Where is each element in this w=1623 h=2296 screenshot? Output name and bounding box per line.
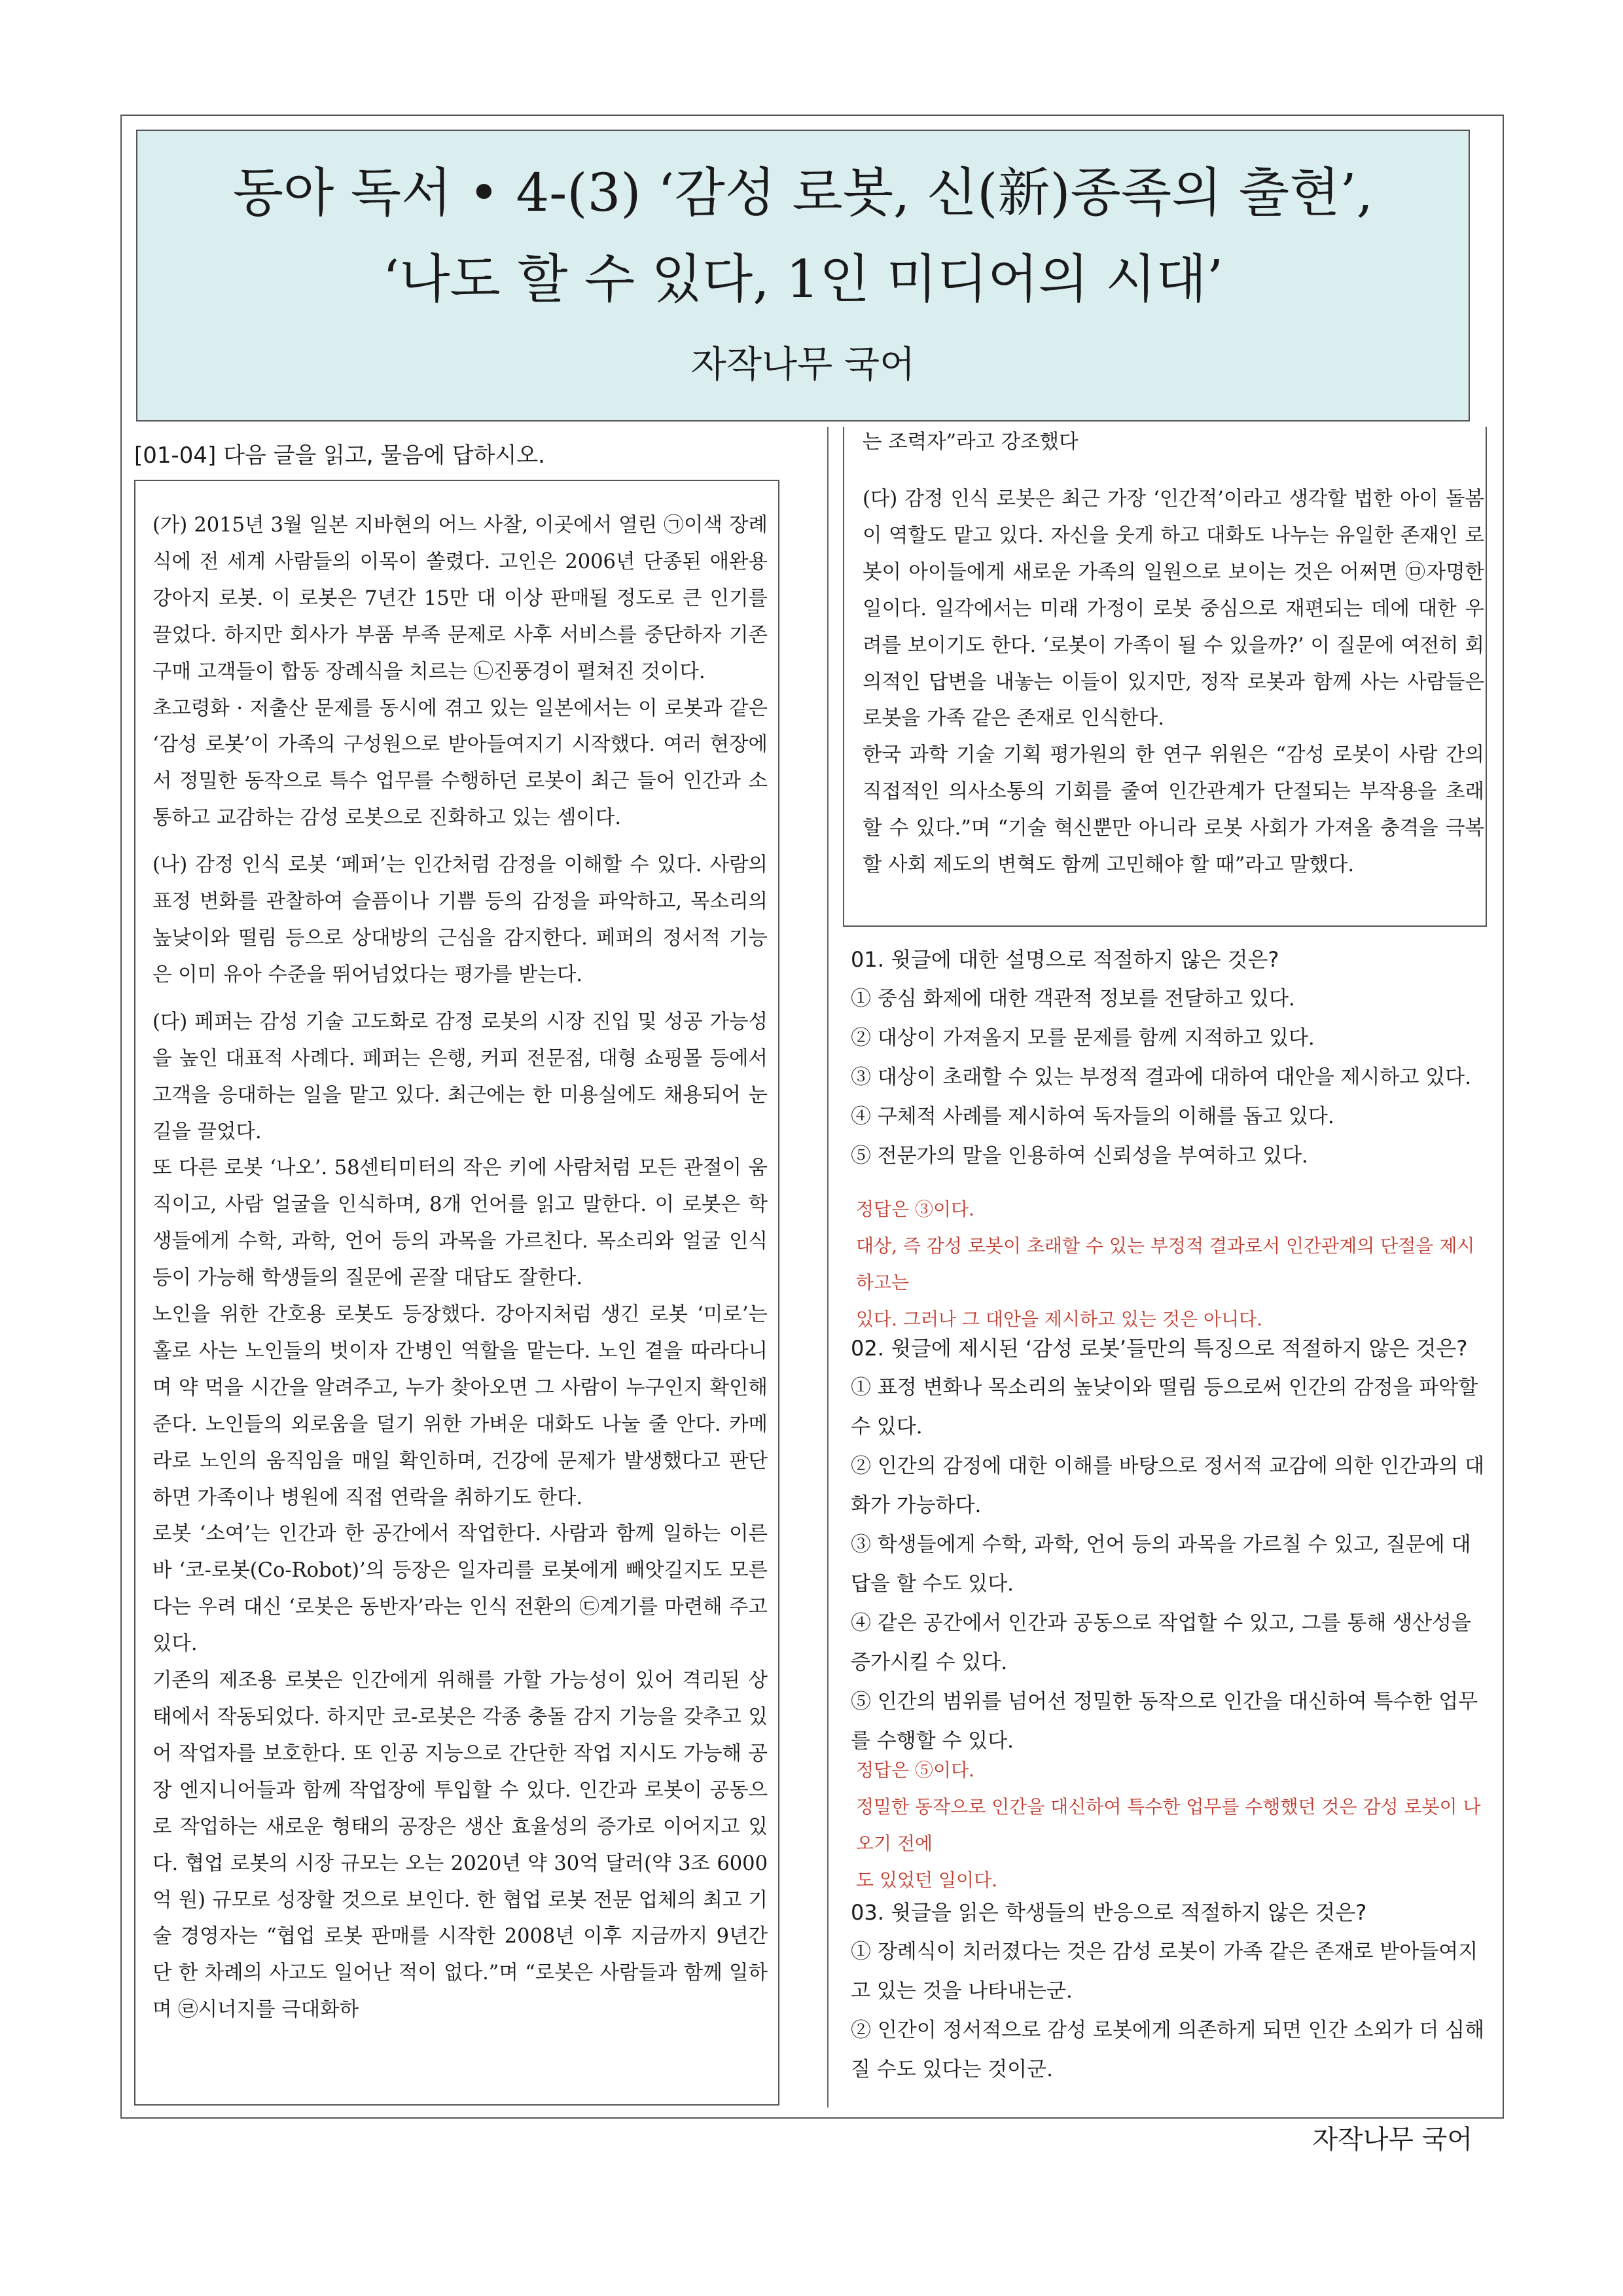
question-2 — [851, 1329, 1489, 1761]
page-title-line1: 동아 독서 • 4-(3) ‘감성 로봇, 신(新)종족의 출현’, — [232, 162, 1374, 223]
answer-line: 정답은 ③이다. — [856, 1198, 975, 1220]
page-subtitle: 자작나무 국어 — [690, 344, 916, 386]
question-title: 01. 윗글에 대한 설명으로 적절하지 않은 것은? — [851, 947, 1279, 972]
footer-label: 자작나무 국어 — [1312, 2125, 1472, 2155]
passage-paragraph: 로봇 ‘소여’는 인간과 한 공간에서 작업한다. 사람과 함께 일하는 이른바 ‘코-로봇(Co-Robot)’의 등장은 일자리를 로봇에게 빼앗길지도 모른다는 우려 대신 ‘로봇은 동반자’라는 인식 전환의 ㉢계기를 마련해 주고 있다. — [152, 1522, 768, 1656]
answer-line: 도 있었던 일이다. — [856, 1869, 998, 1891]
passage-paragraph: 또 다른 로봇 ‘나오’. 58센티미터의 작은 키에 사람처럼 모든 관절이 움직이고, 사람 얼굴을 인식하며, 8개 언어를 읽고 말한다. 이 로봇은 학생들에게 수학, 과학, 언어 등의 과목을 가르친다. 목소리와 얼굴 인식 등이 가능해 학생들의 질문에 곧잘 대답도 잘한다. — [152, 1157, 768, 1290]
question-option: ④ 같은 공간에서 인간과 공동으로 작업할 수 있고, 그를 통해 생산성을 증가시킬 수 있다. — [851, 1611, 1471, 1674]
question-option: ④ 구체적 사례를 제시하여 독자들의 이해를 돕고 있다. — [851, 1105, 1334, 1128]
passage-paragraph: (다) 페퍼는 감성 기술 고도화로 감정 로봇의 시장 진입 및 성공 가능성을 높인 대표적 사례다. 페퍼는 은행, 커피 전문점, 대형 쇼핑몰 등에서 고객을 응대하는 일을 맡고 있다. 최근에는 한 미용실에도 채용되어 눈길을 끌었다. — [152, 1010, 768, 1143]
question-option: ③ 대상이 초래할 수 있는 부정적 결과에 대하여 대안을 제시하고 있다. — [851, 1066, 1471, 1089]
question-option: ① 장례식이 치러졌다는 것은 감성 로봇이 가족 같은 존재로 받아들여지고 있는 것을 나타내는군. — [851, 1940, 1478, 2003]
title-box — [136, 130, 1470, 422]
question-option: ② 인간이 정서적으로 감성 로봇에게 의존하게 되면 인간 소외가 더 심해질 수도 있다는 것이군. — [851, 2018, 1485, 2081]
question-title: 03. 윗글을 읽은 학생들의 반응으로 적절하지 않은 것은? — [851, 1900, 1367, 1925]
question-option: ① 중심 화제에 대한 객관적 정보를 전달하고 있다. — [851, 987, 1295, 1011]
passage-paragraph: (가) 2015년 3월 일본 지바현의 어느 사찰, 이곳에서 열린 ㉠이색 장례식에 전 세계 사람들의 이목이 쏠렸다. 고인은 2006년 단종된 애완용 강아지 로봇. 이 로봇은 7년간 15만 대 이상 판매될 정도로 큰 인기를 끌었다. 하지만 회사가 부품 부족 문제로 사후 서비스를 중단하자 기존 구매 고객들이 합동 장례식을 치르는 ㉡진풍경이 펼쳐진 것이다. — [152, 514, 768, 683]
question-option: ① 표정 변화나 목소리의 높낮이와 떨림 등으로써 인간의 감정을 파악할 수 있다. — [851, 1376, 1478, 1439]
answer-line: 있다. 그러나 그 대안을 제시하고 있는 것은 아니다. — [856, 1308, 1263, 1330]
instruction: [01-04] 다음 글을 읽고, 물음에 답하시오. — [134, 442, 545, 469]
passage-left — [152, 507, 768, 2028]
passage-paragraph: 노인을 위한 간호용 로봇도 등장했다. 강아지처럼 생긴 로봇 ‘미로’는 홀로 사는 노인들의 벗이자 간병인 역할을 맡는다. 노인 곁을 따라다니며 약 먹을 시간을 알려주고, 누가 찾아오면 그 사람이 누구인지 확인해 준다. 노인들의 외로움을 덜기 위한 가벼운 대화도 나눌 줄 안다. 카메라로 노인의 움직임을 매일 확인하며, 건강에 문제가 발생했다고 판단하면 가족이나 병원에 직접 연락을 취하기도 한다. — [152, 1303, 768, 1509]
passage-right — [863, 481, 1484, 884]
passage-paragraph: (다) 감정 인식 로봇은 최근 가장 ‘인간적’이라고 생각할 법한 아이 돌봄이 역할도 맡고 있다. 자신을 웃게 하고 대화도 나누는 유일한 존재인 로봇이 아이들에게 새로운 가족의 일원으로 보이는 것은 어쩌면 ㉤자명한 일이다. 일각에서는 미래 가정이 로봇 중심으로 재편되는 데에 대한 우려를 보이기도 한다. ‘로봇이 가족이 될 수 있을까?’ 이 질문에 여전히 회의적인 답변을 내놓는 이들이 있지만, 정작 로봇과 함께 사는 사람들은 로봇을 가족 같은 존재로 인식한다. — [863, 488, 1484, 730]
question-option: ⑤ 전문가의 말을 인용하여 신뢰성을 부여하고 있다. — [851, 1144, 1308, 1168]
question-option: ⑤ 인간의 범위를 넘어선 정밀한 동작으로 인간을 대신하여 특수한 업무를 수행할 수 있다. — [851, 1690, 1478, 1753]
question-option: ③ 학생들에게 수학, 과학, 언어 등의 과목을 가르칠 수 있고, 질문에 대답을 할 수도 있다. — [851, 1533, 1471, 1596]
passage-paragraph: 기존의 제조용 로봇은 인간에게 위해를 가할 가능성이 있어 격리된 상태에서 작동되었다. 하지만 코-로봇은 각종 충돌 감지 기능을 갖추고 있어 작업자를 보호한다. 또 인공 지능으로 간단한 작업 지시도 가능해 공장 엔지니어들과 함께 작업장에 투입할 수 있다. 인간과 로봇이 공동으로 작업하는 새로운 형태의 공장은 생산 효율성의 증가로 이어지고 있다. 협업 로봇의 시장 규모는 오는 2020년 약 30억 달러(약 3조 6000억 원) 규모로 성장할 것으로 보인다. 한 협업 로봇 전문 업체의 최고 기술 경영자는 “협업 로봇 판매를 시작한 2008년 이후 지금까지 9년간 단 한 차례의 사고도 일어난 적이 없다.”며 “로봇은 사람들과 함께 일하며 ㉣시너지를 극대화하 — [152, 1669, 768, 2022]
answer-line: 정밀한 동작으로 인간을 대신하여 특수한 업무를 수행했던 것은 감성 로봇이 나오기 전에 — [856, 1796, 1481, 1854]
question-option: ② 대상이 가져올지 모를 문제를 함께 지적하고 있다. — [851, 1026, 1315, 1050]
question-title: 02. 윗글에 제시된 ‘감성 로봇’들만의 특징으로 적절하지 않은 것은? — [851, 1336, 1468, 1361]
passage-continuation: 는 조력자”라고 강조했다 — [863, 431, 1079, 454]
column-divider — [827, 427, 829, 2108]
passage-paragraph: 초고령화 · 저출산 문제를 동시에 겪고 있는 일본에서는 이 로봇과 같은 ‘감성 로봇’이 가족의 구성원으로 받아들여지기 시작했다. 여러 현장에서 정밀한 동작으로 특수 업무를 수행하던 로봇이 최근 들어 인간과 소통하고 교감하는 감성 로봇으로 진화하고 있는 셈이다. — [152, 696, 768, 830]
answer-line: 대상, 즉 감성 로봇이 초래할 수 있는 부정적 결과로서 인간관계의 단절을 제시하고는 — [856, 1235, 1475, 1293]
page-title-line2: ‘나도 할 수 있다, 1인 미디어의 시대’ — [382, 249, 1224, 310]
passage-paragraph: 한국 과학 기술 기획 평가원의 한 연구 위원은 “감성 로봇이 사람 간의 직접적인 의사소통의 기회를 줄여 인간관계가 단절되는 부작용을 초래할 수 있다.”며 “기술 혁신뿐만 아니라 로봇 사회가 가져올 충격을 극복할 사회 제도의 변혁도 함께 고민해야 할 때”라고 말했다. — [863, 744, 1484, 877]
question-1 — [851, 940, 1489, 1175]
question-3 — [851, 1893, 1489, 2089]
answer-1 — [856, 1191, 1484, 1338]
question-option: ② 인간의 감정에 대한 이해를 바탕으로 정서적 교감에 의한 인간과의 대화가 가능하다. — [851, 1454, 1485, 1517]
answer-line: 정답은 ⑤이다. — [856, 1759, 975, 1781]
passage-paragraph: (나) 감정 인식 로봇 ‘페퍼’는 인간처럼 감정을 이해할 수 있다. 사람의 표정 변화를 관찰하여 슬픔이나 기쁨 등의 감정을 파악하고, 목소리의 높낮이와 떨림 등으로 상대방의 근심을 감지한다. 페퍼의 정서적 기능은 이미 유아 수준을 뛰어넘었다는 평가를 받는다. — [152, 853, 768, 986]
answer-2 — [856, 1752, 1484, 1899]
